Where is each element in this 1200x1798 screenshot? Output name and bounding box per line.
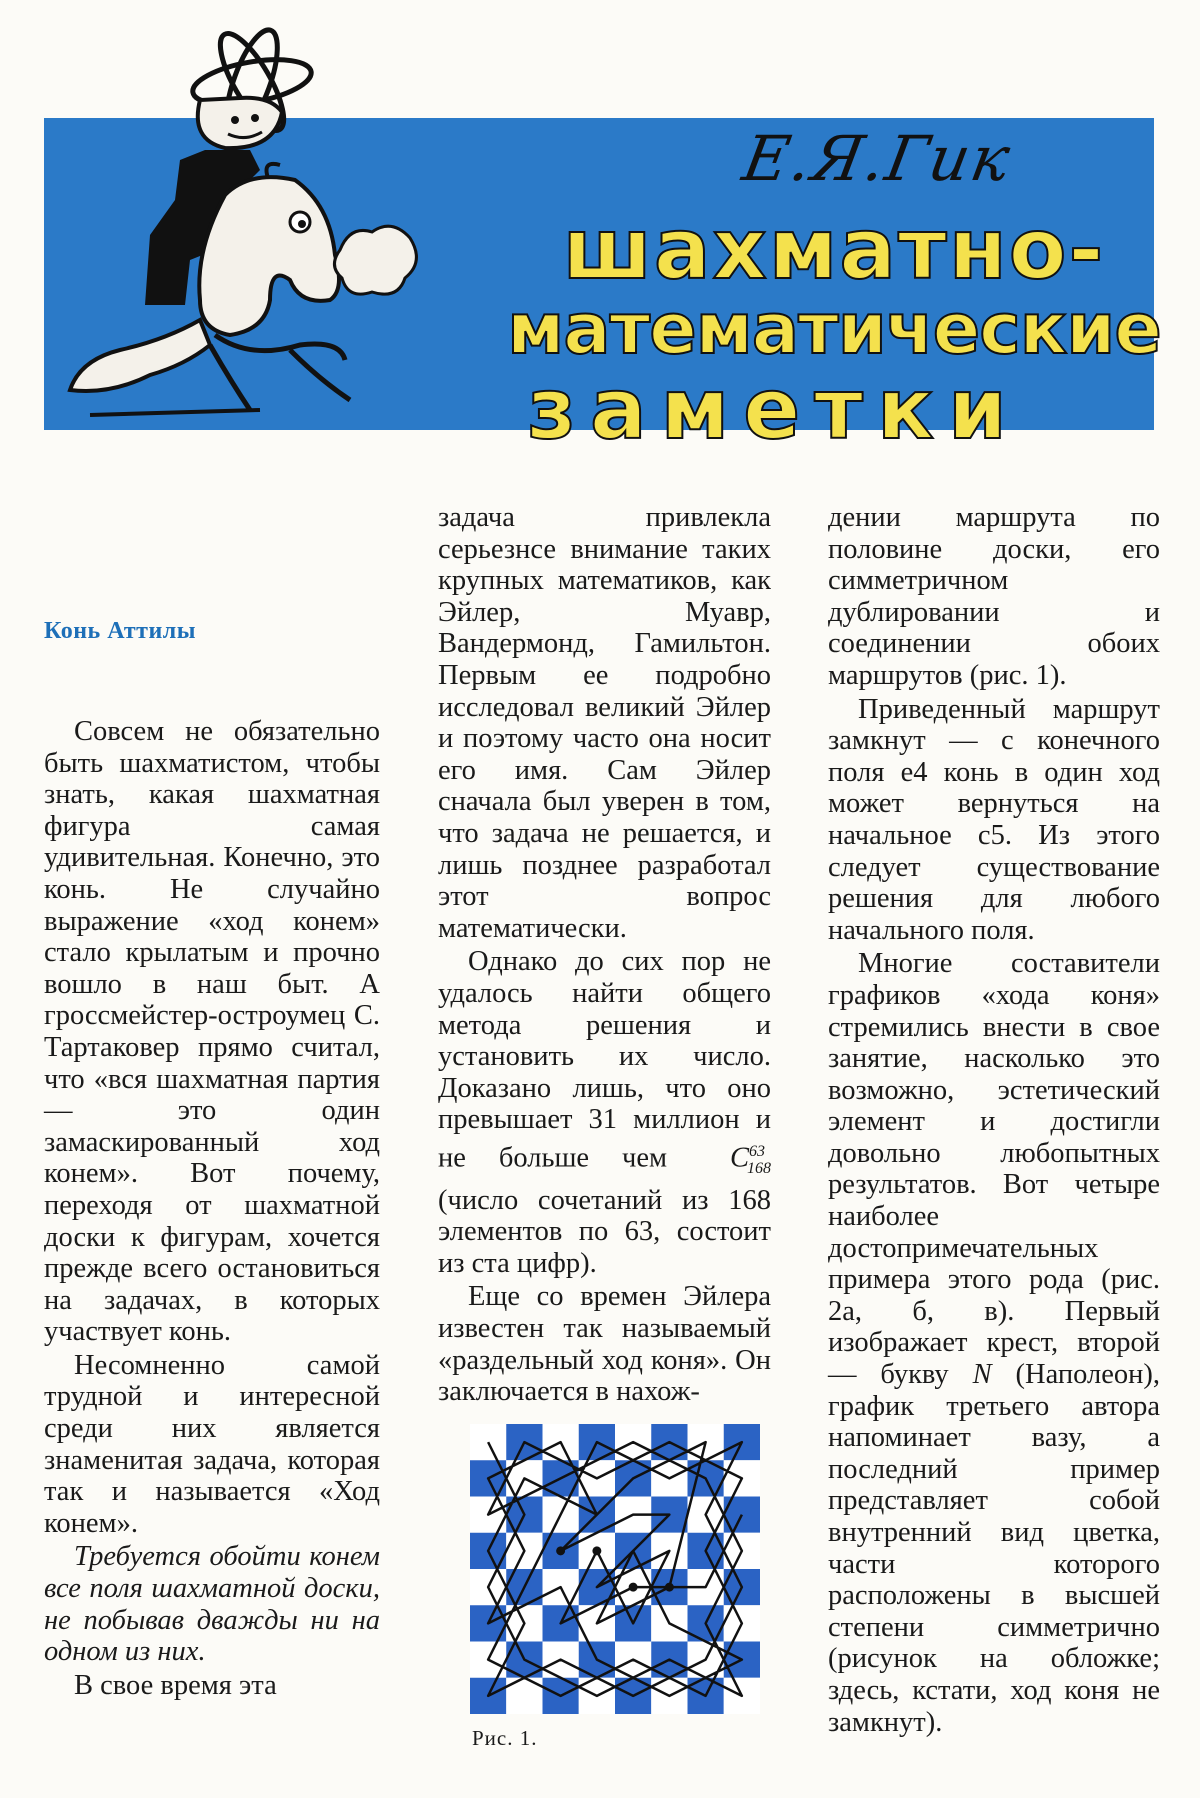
paragraph xyxy=(828,948,1160,1738)
paragraph: дении маршрута по половине доски, его симметричном дублировании и соединении обоих маршрутов (рис. 1). xyxy=(828,502,1160,691)
paragraph-text: Многие составители графиков «хода коня» стремились внести в свое занятие, насколько это возможно, эстетический элемент и достигли довольно любопытных результатов. Вот четыре наиболее достопримечательных примера этого рода (рис. 2а, б, в). Первый изображает крест, второй — букву xyxy=(828,948,1160,1391)
title-line-2: математические xyxy=(507,288,1161,371)
paragraph: Несомненно самой трудной и интересной среди них является знаменитая задача, которая так и называется «Ход конем». xyxy=(44,1349,380,1539)
header-banner xyxy=(44,68,1161,459)
title-line-1: шахматно- xyxy=(562,200,1106,298)
title-line-3: заметки xyxy=(527,360,1021,459)
binomial-sup: 63 xyxy=(749,1142,765,1160)
knight-tour-chessboard xyxy=(470,1424,760,1714)
tour-marker xyxy=(665,1583,674,1592)
binomial-formula xyxy=(700,1136,771,1185)
text-column-1 xyxy=(44,716,380,1701)
tour-marker xyxy=(629,1583,638,1592)
article-title xyxy=(484,200,1184,459)
tour-marker xyxy=(556,1546,565,1555)
figure-caption: Рис. 1. xyxy=(472,1726,538,1750)
paragraph: Приведенный маршрут замкнут — с конечного поля е4 конь в один ход может вернуться на начальное с5. Из этого следует существование решения для любого начального поля. xyxy=(828,693,1160,946)
paragraph-text: (число сочетаний из 168 элементов по 63, состоит из ста цифр). xyxy=(438,1184,771,1279)
paragraph-text: (Наполеон), график третьего автора напоминает вазу, а последний пример представляет собой внутренний вид цветка, части которого расположены в высшей степени симметрично (рисунок на обложке; здесь, кстати, ход коня не замкнут). xyxy=(828,1359,1160,1738)
paragraph: задача привлекла серьезнсе внимание таких крупных математиков, как Эйлер, Муавр, Вандермонд, Гамильтон. Первым ее подробно исследовал великий Эйлер и поэтому часто она носит его имя. Сам Эйлер сначала был уверен в том, что задача не решается, и лишь позднее разработал этот вопрос математически. xyxy=(438,502,771,944)
paragraph: Еще со времен Эйлера известен так называемый «раздельный ход коня». Он заключается в нахож- xyxy=(438,1281,771,1408)
author-name: Е.Я.Гик xyxy=(737,122,1018,195)
letter-n: N xyxy=(972,1359,992,1391)
paragraph xyxy=(438,946,771,1279)
task-statement: Требуется обойти конем все поля шахматной доски, не побывав дважды ни на одном из них. xyxy=(44,1541,380,1668)
knight-rider-illustration xyxy=(0,0,420,420)
tour-marker xyxy=(592,1546,601,1555)
binomial-sub: 168 xyxy=(747,1160,771,1178)
paragraph-text: Однако до сих пор не удалось найти общего метода решения и установить их число. Доказано лишь, что оно превышает 31 миллион и не больше чем xyxy=(438,946,771,1174)
paragraph: Совсем не обязательно быть шахматистом, чтобы знать, какая шахматная фигура самая удивительная. Конечно, это конь. Не случайно выражение «ход конем» стало крылатым и прочно вошло в наш быт. А гроссмейстер-остроумец С. Тартаковер прямо считал, что «вся шахматная партия — это один замаскированный ход конем». Вот почему, переходя от шахматной доски к фигурам, хочется прежде всего остановиться на задачах, в которых участвует конь. xyxy=(44,716,380,1348)
text-column-3 xyxy=(828,502,1160,1738)
paragraph: В свое время эта xyxy=(74,1669,277,1701)
binomial-letter: C xyxy=(729,1142,749,1174)
text-column-2 xyxy=(438,502,771,1408)
section-heading: Конь Аттилы xyxy=(44,618,196,644)
